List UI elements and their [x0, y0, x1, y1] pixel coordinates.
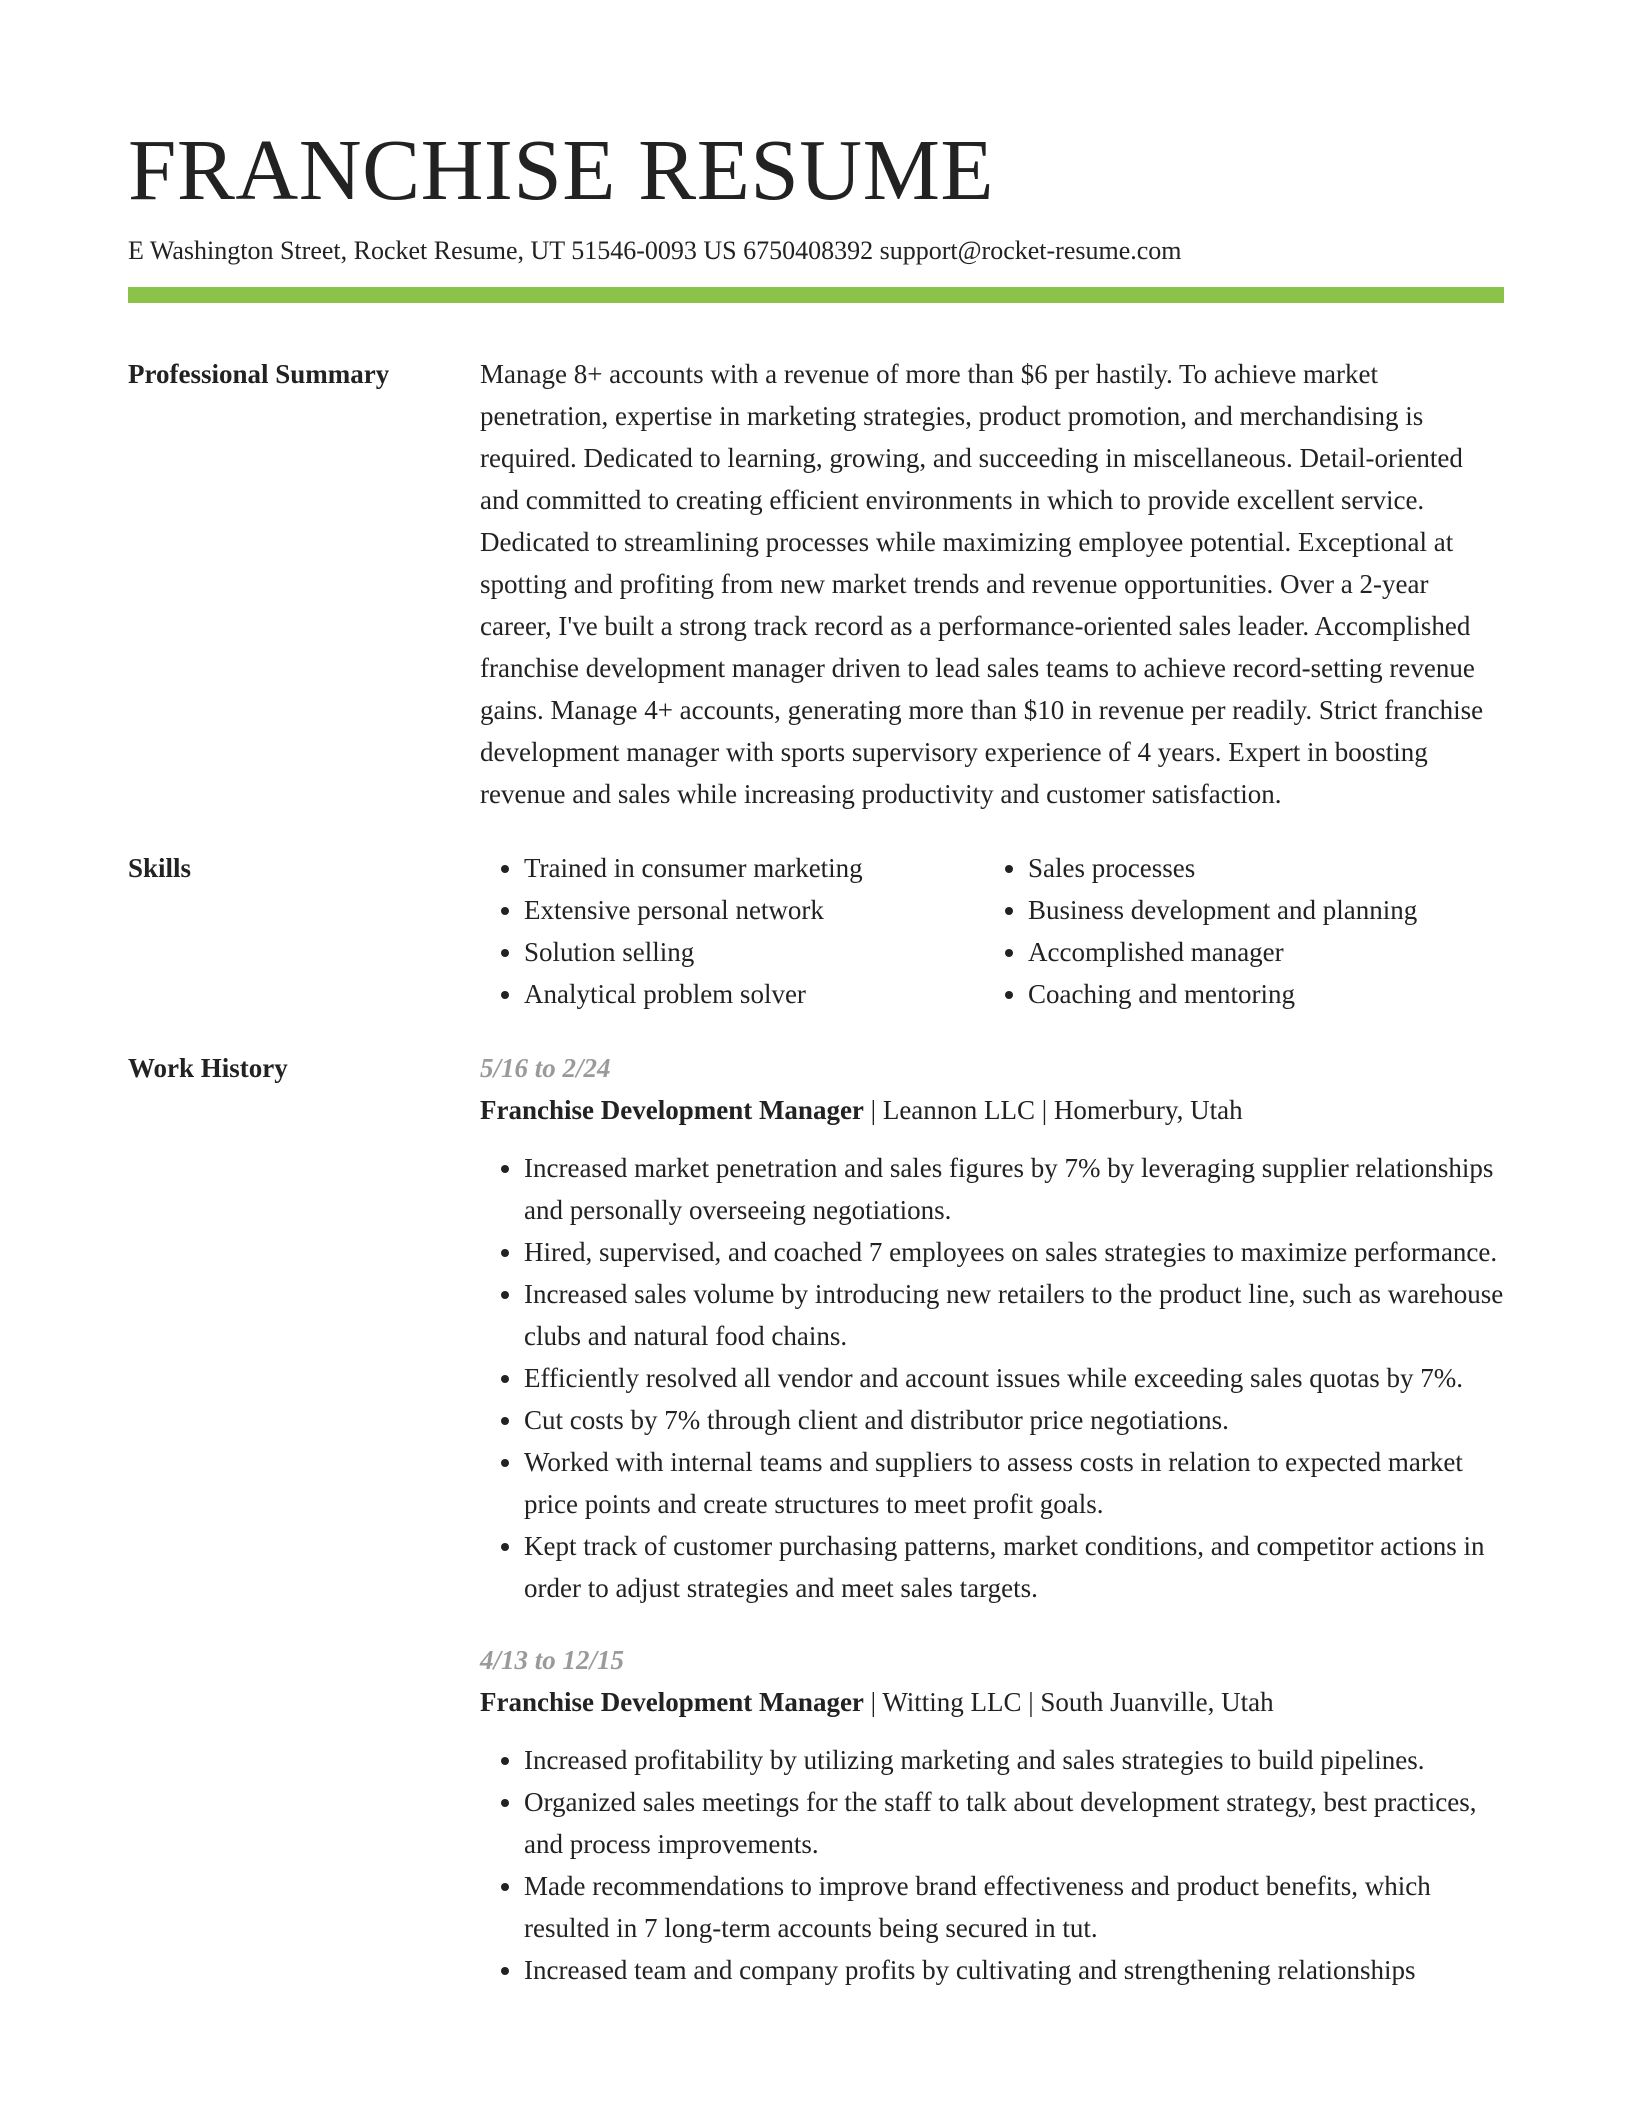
skill-item: • Analytical problem solver [524, 973, 984, 1015]
skill-item: • Extensive personal network [524, 889, 984, 931]
job-bullet: • Worked with internal teams and suppliers to assess costs in relation to expected market price points and create structures to meet profit goals. [524, 1441, 1504, 1525]
skill-item: • Solution selling [524, 931, 984, 973]
work-history-title: Work History [128, 1053, 288, 1083]
job-heading [480, 1681, 1504, 1723]
skill-item: • Trained in consumer marketing [524, 847, 984, 889]
summary-text: Manage 8+ accounts with a revenue of more than $6 per hastily. To achieve market penetration, expertise in marketing strategies, product promotion, and merchandising is required. Dedicated to learning, growing, and succeeding in miscellaneous. Detail-oriented and committed to creating efficient environments in which to provide excellent service. Dedicated to streamlining processes while maximizing employee potential. Exceptional at spotting and profiting from new market trends and revenue opportunities. Over a 2-year career, I've built a strong track record as a performance-oriented sales leader. Accomplished franchise development manager driven to lead sales teams to achieve record-setting revenue gains. Manage 4+ accounts, generating more than $10 in revenue per readily. Strict franchise development manager with sports supervisory experience of 4 years. Expert in boosting revenue and sales while increasing productivity and customer satisfaction. [480, 359, 1484, 809]
job-bullet: • Increased team and company profits by cultivating and strengthening relationships [524, 1949, 1504, 1991]
job-title: Franchise Development Manager [480, 1687, 864, 1717]
job-details: | Leannon LLC | Homerbury, Utah [863, 1095, 1243, 1125]
skills-grid [480, 847, 1504, 1015]
skill-item: • Sales processes [1028, 847, 1417, 889]
job-bullet: • Hired, supervised, and coached 7 employees on sales strategies to maximize performance. [524, 1231, 1504, 1273]
skills-section [128, 847, 1504, 1015]
summary-section [128, 353, 1504, 815]
contact-line: E Washington Street, Rocket Resume, UT 51546-0093 US 6750408392 support@rocket-resume.com [128, 236, 1182, 265]
summary-title: Professional Summary [128, 359, 390, 389]
job-entry [480, 1047, 1504, 1609]
job-bullet: • Efficiently resolved all vendor and account issues while exceeding sales quotas by 7%. [524, 1357, 1504, 1399]
work-history-section [128, 1047, 1504, 2021]
job-bullet: • Increased profitability by utilizing marketing and sales strategies to build pipelines. [524, 1739, 1504, 1781]
skills-column-2 [984, 847, 1417, 1015]
skills-title: Skills [128, 853, 192, 883]
job-bullet: • Increased market penetration and sales figures by 7% by leveraging supplier relationships and personally overseeing negotiations. [524, 1147, 1504, 1231]
job-bullet: • Kept track of customer purchasing patterns, market conditions, and competitor actions in order to adjust strategies and meet sales targets. [524, 1525, 1504, 1609]
header-rule [128, 287, 1504, 303]
resume-name: FRANCHISE RESUME [128, 121, 995, 218]
skills-column-1 [480, 847, 984, 1015]
job-bullet: • Organized sales meetings for the staff to talk about development strategy, best practices, and process improvements. [524, 1781, 1504, 1865]
job-bullet: • Made recommendations to improve brand effectiveness and product benefits, which resulted in 7 long-term accounts being secured in tut. [524, 1865, 1504, 1949]
skill-item: • Accomplished manager [1028, 931, 1417, 973]
job-bullet: • Increased sales volume by introducing new retailers to the product line, such as warehouse clubs and natural food chains. [524, 1273, 1504, 1357]
job-bullets [480, 1739, 1504, 1991]
job-title: Franchise Development Manager [480, 1095, 864, 1125]
skills-body [480, 847, 1504, 1015]
skill-item: • Coaching and mentoring [1028, 973, 1417, 1015]
work-history-body [480, 1047, 1504, 2021]
job-bullets [480, 1147, 1504, 1609]
job-entry [480, 1639, 1504, 1991]
job-details: | Witting LLC | South Juanville, Utah [863, 1687, 1274, 1717]
job-bullet: • Cut costs by 7% through client and distributor price negotiations. [524, 1399, 1504, 1441]
skill-item: • Business development and planning [1028, 889, 1417, 931]
job-dates: 4/13 to 12/15 [480, 1645, 625, 1675]
job-dates: 5/16 to 2/24 [480, 1053, 611, 1083]
job-heading [480, 1089, 1504, 1131]
